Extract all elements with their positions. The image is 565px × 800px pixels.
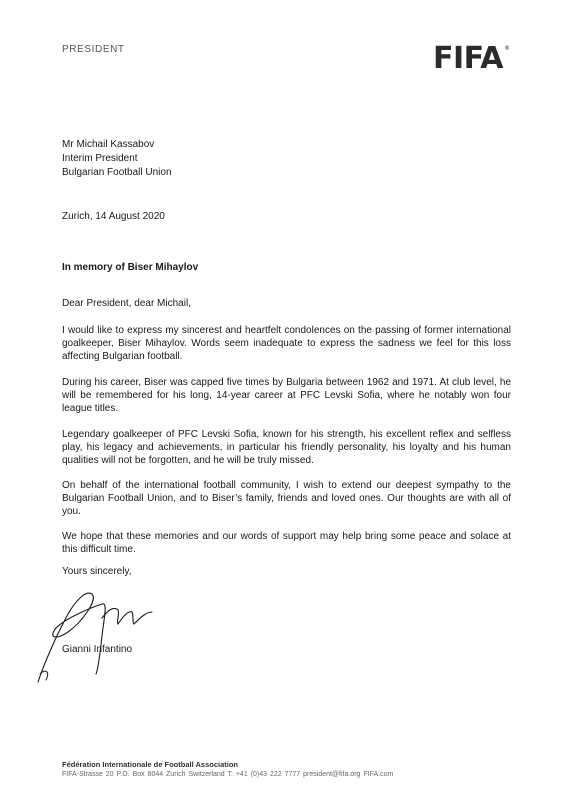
body-paragraph-5: We hope that these memories and our words of support may help bring some peace and solace at this difficult time. xyxy=(62,531,511,556)
sender-role-label: PRESIDENT xyxy=(62,44,125,55)
footer-organization: Fédération Internationale de Football Association xyxy=(62,760,238,769)
salutation: Dear President, dear Michail, xyxy=(62,298,191,309)
registered-mark: ® xyxy=(503,45,510,52)
body-paragraph-4: On behalf of the international football community, I wish to extend our deepest sympathy to the Bulgarian Football Union, and to Biser’s family, friends and loved ones. Our thoughts are with all of you. xyxy=(62,480,511,518)
recipient-title: Interim President xyxy=(62,153,138,164)
body-paragraph-2: During his career, Biser was capped five times by Bulgaria between 1962 and 1971. At club level, he will be remembered for his long, 14-year career at PFC Levski Sofia, where he notably won four league titles. xyxy=(62,377,511,415)
recipient-name: Mr Michail Kassabov xyxy=(62,139,155,150)
fifa-logo-text: FIFA xyxy=(433,41,503,76)
letter-subject: In memory of Biser Mihaylov xyxy=(62,262,199,273)
signer-name: Gianni Infantino xyxy=(62,644,133,655)
recipient-organization: Bulgarian Football Union xyxy=(62,167,172,178)
recipient-address-block xyxy=(62,138,172,180)
footer-contact-line: FIFA-Strasse 20 P.O. Box 8044 Zurich Switzerland T: +41 (0)43 222 7777 president@fifa.org FIFA.com xyxy=(62,771,394,778)
fifa-logo xyxy=(433,41,510,76)
body-paragraph-1: I would like to express my sincerest and heartfelt condolences on the passing of former international goalkeeper, Biser Mihaylov. Words seem inadequate to express the sadness we feel for this loss affecting Bulgarian football. xyxy=(62,325,511,363)
body-paragraph-3: Legendary goalkeeper of PFC Levski Sofia, known for his strength, his excellent reflex and selfless play, his legacy and achievements, in particular his friendly personality, his loyalty and his human qualities will not be forgotten, and he will be truly missed. xyxy=(62,429,511,467)
closing-phrase: Yours sincerely, xyxy=(62,566,132,577)
handwritten-signature xyxy=(34,578,164,688)
letter-date: Zurich, 14 August 2020 xyxy=(62,211,165,222)
